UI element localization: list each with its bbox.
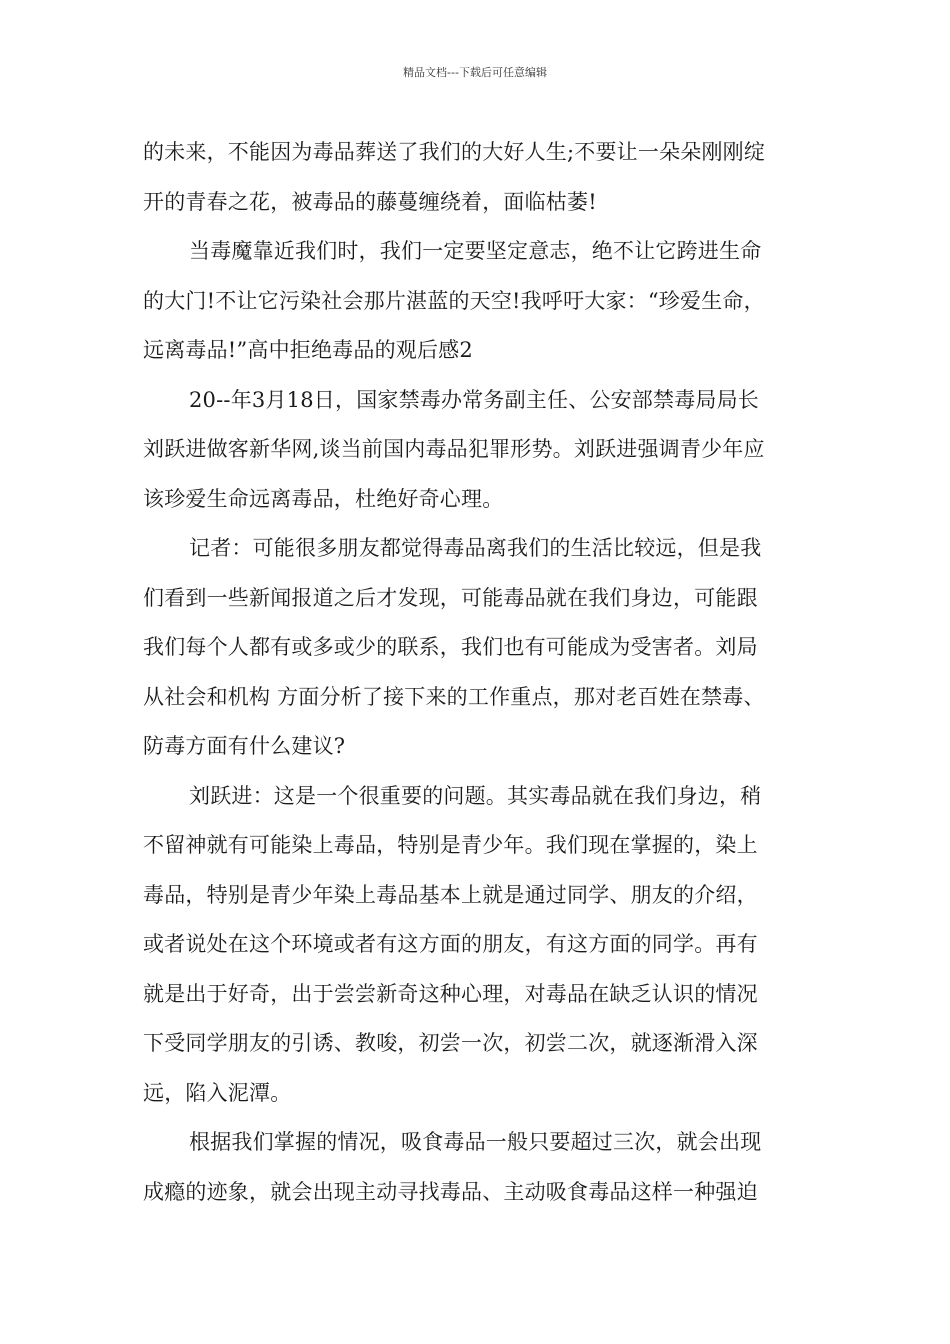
document-body: [143, 128, 823, 1217]
text-line: 成瘾的迹象，就会出现主动寻找毒品、主动吸食毒品这样一种强迫: [143, 1179, 758, 1204]
text-line: 开的青春之花，被毒品的藤蔓缠绕着，面临枯萎!: [143, 189, 597, 214]
text-line: 就是出于好奇，出于尝尝新奇这种心理，对毒品在缺乏认识的情况: [143, 981, 758, 1006]
paragraph-first-line: 根据我们掌握的情况，吸食毒品一般只要超过三次，就会出现: [189, 1130, 762, 1154]
text-line: 毒品，特别是青少年染上毒品基本上就是通过同学、朋友的介绍，: [143, 882, 758, 907]
text-line: 远离毒品!”高中拒绝毒品的观后感2: [143, 338, 473, 362]
text-line: 远，陷入泥潭。: [143, 1080, 292, 1105]
page-header: 精品文档---下载后可任意编辑: [403, 66, 547, 79]
text-line: 下受同学朋友的引诱、教唆，初尝一次，初尝二次，就逐渐滑入深: [143, 1031, 758, 1055]
paragraph-first-line: 当毒魔靠近我们时，我们一定要坚定意志，绝不让它跨进生命: [189, 239, 762, 263]
text-line: 防毒方面有什么建议?: [143, 734, 346, 758]
text-line: 们看到一些新闻报道之后才发现，可能毒品就在我们身边，可能跟: [143, 585, 758, 610]
text-line: 或者说处在这个环境或者有这方面的朋友，有这方面的同学。再有: [143, 932, 758, 956]
text-line: 的大门!不让它污染社会那片湛蓝的天空!我呼吁大家：“珍爱生命，: [143, 288, 765, 313]
text-line: 刘跃进做客新华网,谈当前国内毒品犯罪形势。刘跃进强调青少年应: [143, 437, 765, 461]
text-line: 的未来，不能因为毒品葬送了我们的大好人生;不要让一朵朵刚刚绽: [143, 140, 766, 164]
text-line: 我们每个人都有或多或少的联系，我们也有可能成为受害者。刘局: [143, 635, 758, 659]
text-line: 该珍爱生命远离毒品，杜绝好奇心理。: [143, 486, 504, 511]
paragraph-first-line: 20--年3月18日，国家禁毒办常务副主任、公安部禁毒局局长: [189, 387, 759, 412]
paragraph-first-line: 刘跃进：这是一个很重要的问题。其实毒品就在我们身边，稍: [189, 783, 762, 808]
text-line: 从社会和机构 方面分析了接下来的工作重点，那对老百姓在禁毒、: [143, 684, 765, 709]
text-line: 不留神就有可能染上毒品，特别是青少年。我们现在掌握的，染上: [143, 833, 758, 857]
paragraph-first-line: 记者：可能很多朋友都觉得毒品离我们的生活比较远，但是我: [189, 536, 762, 560]
